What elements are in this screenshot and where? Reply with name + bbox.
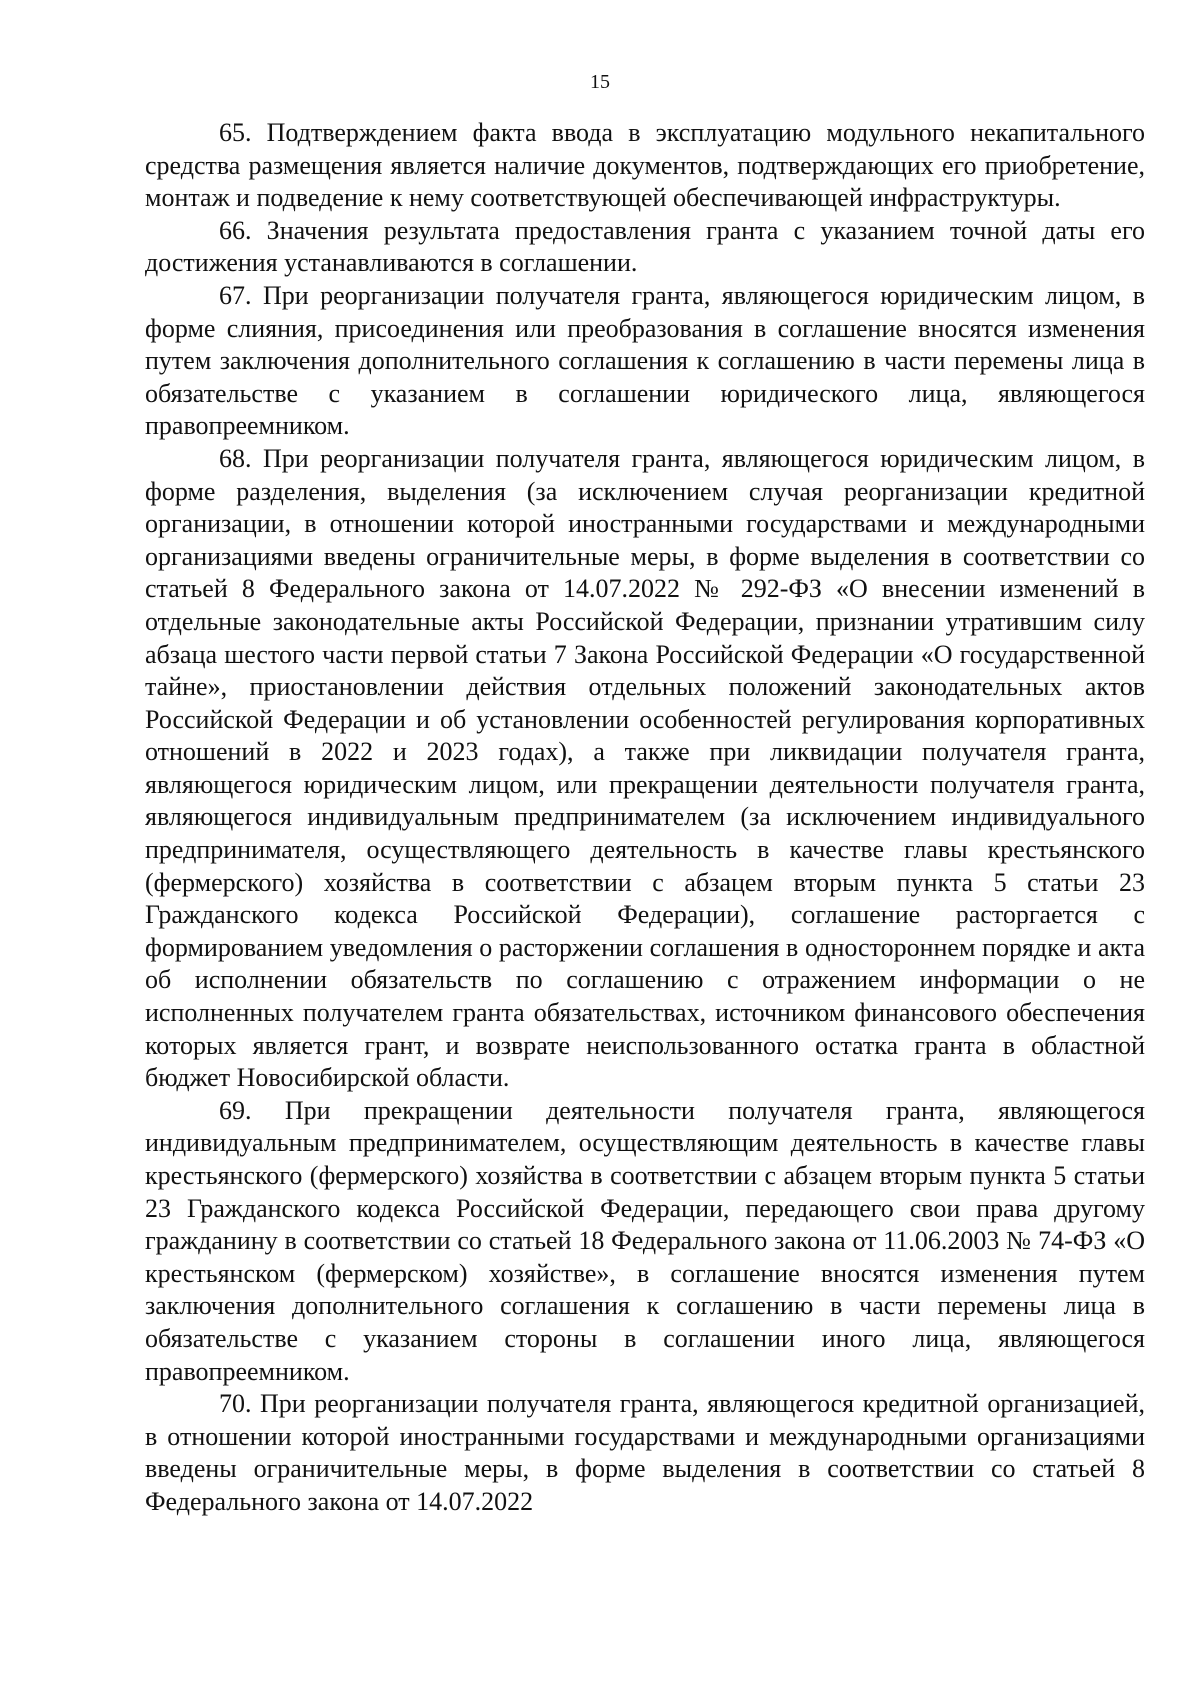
paragraph-70: 70. При реорганизации получателя гранта, являющегося кредитной организацией, в отношении которой иностранными государствами и международными организациями введены ограничительные меры, в форме выделения в соответствии со статьей 8 Федерального закона от 14.07.2022 [145, 1389, 1145, 1516]
page-number: 15 [590, 71, 610, 93]
paragraph-67: 67. При реорганизации получателя гранта, являющегося юридическим лицом, в форме слияния, присоединения или преобразования в соглашение вносятся изменения путем заключения дополнительного соглашения к соглашению в части перемены лица в обязательстве с указанием в соглашении юридического лица, являющегося правопреемником. [145, 280, 1145, 441]
paragraph-65: 65. Подтверждением факта ввода в эксплуатацию модульного некапитального средства размещения является наличие документов, подтверждающих его приобретение, монтаж и подведение к нему соответствующей обеспечивающей инфраструктуры. [145, 118, 1145, 213]
paragraph-68: 68. При реорганизации получателя гранта, являющегося юридическим лицом, в форме разделения, выделения (за исключением случая реорганизации кредитной организации, в отношении которой иностранными государствами и международными организациями введены ограничительные меры, в форме выделения в соответствии со статьей 8 Федерального закона от 14.07.2022 № 292-ФЗ «О внесении изменений в отдельные законодательные акты Российской Федерации, признании утратившим силу абзаца шестого части первой статьи 7 Закона Российской Федерации «О государственной тайне», приостановлении действия отдельных положений законодательных актов Российской Федерации и об установлении особенностей регулирования корпоративных отношений в 2022 и 2023 годах), а также при ликвидации получателя гранта, являющегося юридическим лицом, или прекращении деятельности получателя гранта, являющегося индивидуальным предпринимателем (за исключением индивидуального предпринимателя, осуществляющего деятельность в качестве главы крестьянского (фермерского) хозяйства в соответствии с абзацем вторым пункта 5 статьи 23 Гражданского кодекса Российской Федерации), соглашение расторгается с формированием уведомления о расторжении соглашения в одностороннем порядке и акта об исполнении обязательств по соглашению с отражением информации о не исполненных получателем гранта обязательствах, источником финансового обеспечения которых является грант, и возврате неиспользованного остатка гранта в областной бюджет Новосибирской области. [145, 443, 1145, 1093]
document-body [145, 117, 1145, 1519]
paragraph-66: 66. Значения результата предоставления гранта с указанием точной даты его достижения устанавливаются в соглашении. [145, 215, 1145, 278]
paragraph-69: 69. При прекращении деятельности получателя гранта, являющегося индивидуальным предпринимателем, осуществляющим деятельность в качестве главы крестьянского (фермерского) хозяйства в соответствии с абзацем вторым пункта 5 статьи 23 Гражданского кодекса Российской Федерации, передающего свои права другому гражданину в соответствии со статьей 18 Федерального закона от 11.06.2003 № 74-ФЗ «О крестьянском (фермерском) хозяйстве», в соглашение вносятся изменения путем заключения дополнительного соглашения к соглашению в части перемены лица в обязательстве с указанием стороны в соглашении иного лица, являющегося правопреемником. [145, 1095, 1145, 1386]
